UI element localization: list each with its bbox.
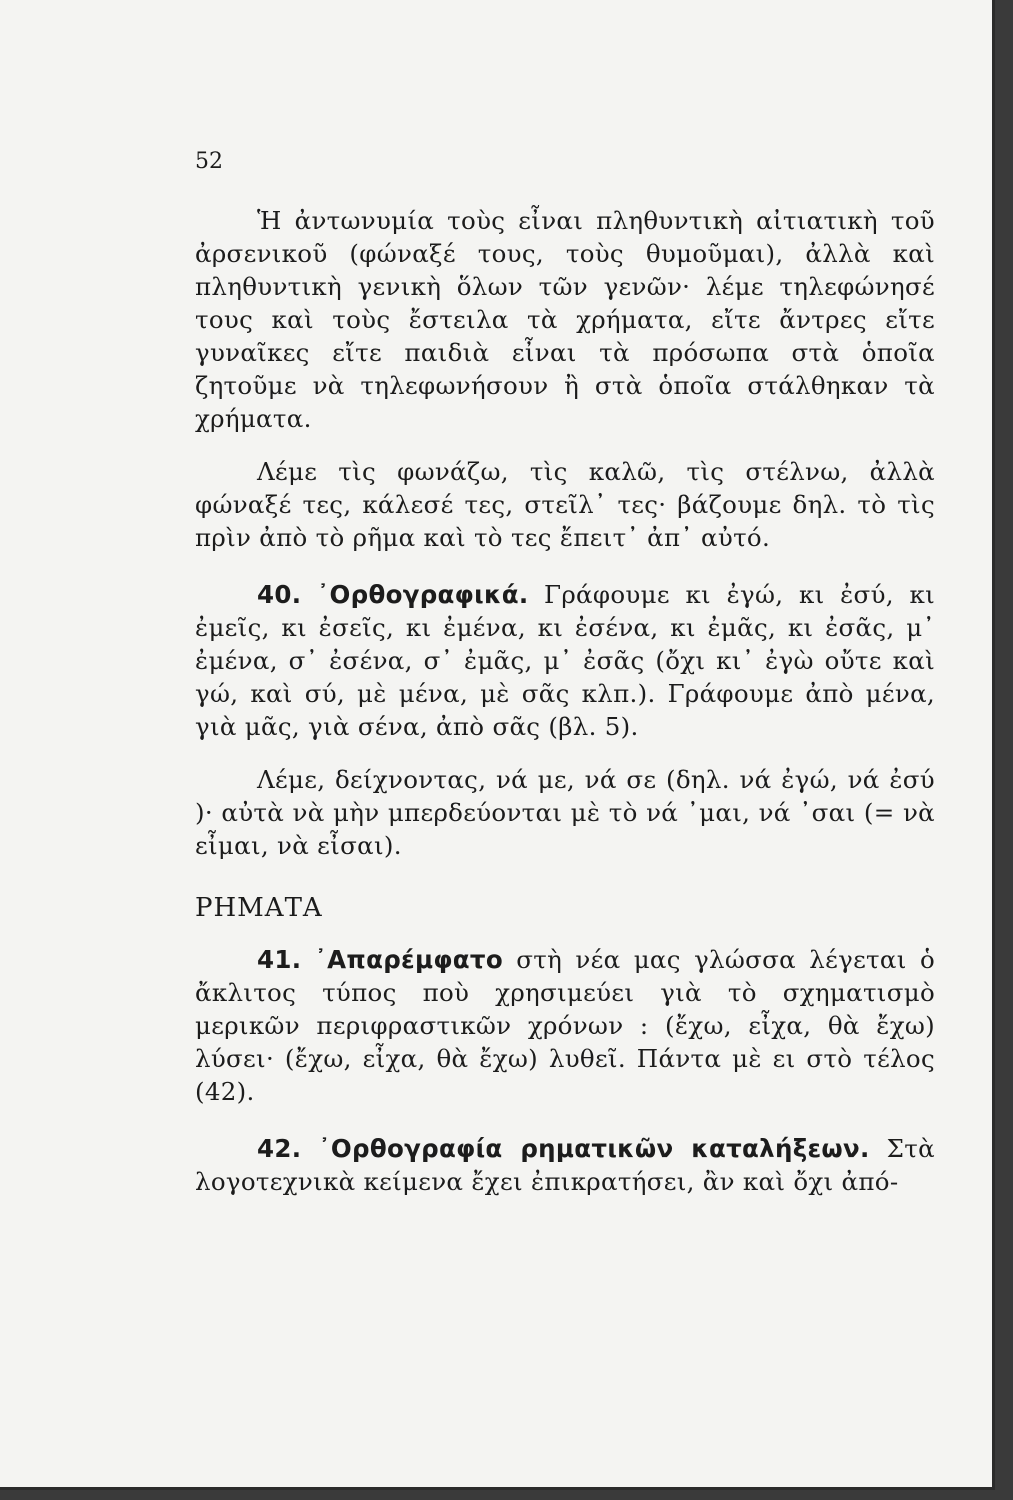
section-41-heading: ᾿Απαρέμφατο [314, 945, 503, 974]
section-41-number: 41. [257, 945, 302, 974]
paragraph-pronoun-tis: Λέμε τὶς φωνάζω, τὶς καλῶ, τὶς στέλνω, ἀλλὰ φώναξέ τες, κάλεσέ τες, στεῖλ᾽ τες· βάζουμε δηλ. τὸ τὶς πρὶν ἀπὸ τὸ ρῆμα καὶ τὸ τες ἔπειτ᾽ ἀπ᾽ αὐτό. [195, 457, 935, 552]
chapter-title: ΡΗΜΑΤΑ [195, 893, 323, 923]
section-40-number: 40. [257, 580, 302, 609]
section-41 [195, 943, 935, 1108]
page-content [195, 145, 935, 1198]
section-40 [195, 578, 935, 743]
section-42 [195, 1132, 935, 1198]
section-41-text: στὴ νέα μας γλώσσα λέγεται ὁ ἄκλιτος τύπος ποὺ χρησιμεύει γιὰ τὸ σχηματισμὸ μερικῶν περιφραστικῶν χρόνων : (ἔχω, εἶχα, θὰ ἔχω) λύσει· (ἔχω, εἶχα, θὰ ἔχω) λυθεῖ. Πάντα μὲ ει στὸ τέλος (42). [195, 945, 935, 1106]
page-number: 52 [195, 149, 223, 174]
section-40-heading: ᾿Ορθογραφικά. [316, 580, 529, 609]
section-40-text: Γράφουμε κι ἐγώ, κι ἐσύ, κι ἐμεῖς, κι ἐσεῖς, κι ἐμένα, κι ἐσένα, κι ἐμᾶς, κι ἐσᾶς, μ᾽ ἐμένα, σ᾽ ἐσένα, σ᾽ ἐμᾶς, μ᾽ ἐσᾶς (ὄχι κι᾽ ἐγὼ οὔτε καὶ γώ, καὶ σύ, μὲ μένα, μὲ σᾶς κλπ.). Γράφουμε ἀπὸ μένα, γιὰ μᾶς, γιὰ σένα, ἀπὸ σᾶς (βλ. 5). [195, 580, 935, 741]
section-42-heading: ᾿Ορθογραφία ρηματικῶν καταλήξεων. [318, 1134, 870, 1163]
section-42-number: 42. [257, 1134, 302, 1163]
paragraph-na-me: Λέμε, δείχνοντας, νά με, νά σε (δηλ. νά ἐγώ, νά ἐσύ )· αὐτὰ νὰ μὴν μπερδεύονται μὲ τὸ νά ᾽μαι, νά ᾽σαι (= νὰ εἶμαι, νὰ εἶσαι). [195, 765, 935, 860]
paragraph-pronoun-tous: Ἡ ἀντωνυμία τοὺς εἶναι πληθυντικὴ αἰτιατικὴ τοῦ ἀρσενικοῦ (φώναξέ τους, τοὺς θυμοῦμαι), ἀλλὰ καὶ πληθυντικὴ γενικὴ ὅλων τῶν γενῶν· λέμε τηλεφώνησέ τους καὶ τοὺς ἔστειλα τὰ χρήματα, εἴτε ἄντρες εἴτε γυναῖκες εἴτε παιδιὰ εἶναι τὰ πρόσωπα στὰ ὁποῖα ζητοῦμε νὰ τηλεφωνήσουν ἢ στὰ ὁποῖα στάλθηκαν τὰ χρήματα. [195, 206, 935, 433]
section-42-text: Στὰ λογοτεχνικὰ κείμενα ἔχει ἐπικρατήσει, ἂν καὶ ὄχι ἀπό- [195, 1134, 935, 1196]
